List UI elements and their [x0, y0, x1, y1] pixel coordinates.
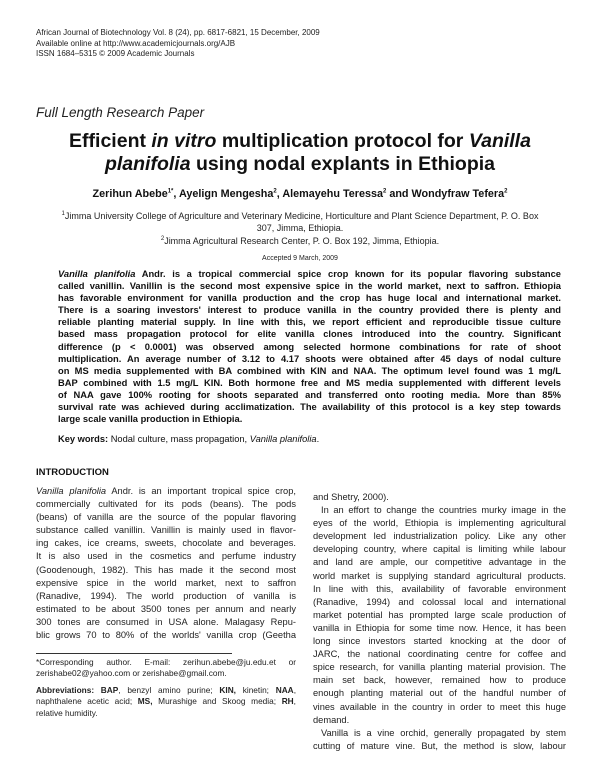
text-run: using nodal explants in Ethiopia	[190, 153, 496, 175]
affiliation-line: $^2$Jimma Agricultural Research Center, P. O. Box 192, Jimma, Ethiopia.	[160, 235, 440, 246]
text-line	[313, 648, 566, 661]
text-run: ,	[293, 685, 296, 695]
text-run: Andr. is a tropical commercial spice crop known for its popular flavoring substance	[135, 269, 561, 279]
text-run: Abbreviations: BAP	[36, 685, 119, 695]
text-line	[313, 701, 566, 714]
abbreviations-footnote	[36, 685, 296, 719]
text-line	[58, 377, 561, 389]
author-list: Zerihun Abebe$^{1*}$, Ayelign Mengesha$^2$, Alemayehu Teressa$^2$ and Wondyfraw Tefera$^2$	[92, 188, 508, 200]
text-run: estimated to be about 3500 tones per annum and nearly	[36, 603, 296, 614]
text-line	[313, 622, 566, 635]
text-run: main set back, however, remained how to produce	[313, 675, 566, 686]
text-run: planifolia	[104, 153, 191, 175]
text-run: Murashige and Skoog media;	[152, 696, 282, 707]
section-heading-introduction: INTRODUCTION	[36, 467, 109, 478]
text-line	[313, 517, 566, 530]
text-run: on MS media supplemented with BA combined with KIN and NAA. The optimum level found was 1 mg/L	[58, 365, 561, 376]
text-line	[313, 530, 566, 543]
text-run: Vanilla	[468, 130, 531, 152]
text-run: developing country, where capital is limiting while labour	[313, 544, 566, 555]
text-run: market potential has prompted large scale production of	[313, 609, 566, 620]
text-line	[36, 511, 296, 524]
text-run: (Goodenough, 1982). This has made it the second most	[36, 564, 296, 575]
paper-type: Full Length Research Paper	[36, 105, 205, 120]
text-line	[36, 537, 296, 550]
footnote-divider	[36, 653, 232, 654]
text-run: substance called vanillin. Vanillin is mainly used in flavor-	[36, 525, 296, 536]
text-line	[36, 629, 296, 642]
author-name: Ayelign Mengesha	[179, 188, 274, 200]
text-line	[58, 353, 561, 365]
text-run: eyes of the world, Ethiopia is implementing agricultural	[313, 518, 566, 529]
text-run: in vitro	[151, 130, 217, 152]
text-run: spice research, for vanilla planting material provision. The	[313, 662, 566, 673]
text-line	[36, 696, 296, 707]
text-run: (Ranadive, 1994). The world production of vanilla is	[36, 590, 296, 601]
text-run: ing cakes, ice creams, sweets, chocolate and beverages.	[36, 538, 296, 549]
author-affiliation-mark: 2	[382, 188, 387, 195]
text-run: cutting of mature vine. But, the method is slow, labour	[313, 740, 566, 751]
text-line	[58, 401, 561, 413]
text-run: JARC, the national coordinating centre for coffee and	[313, 649, 566, 660]
text-run: multiplication. An average number of 3.12 to 4.17 shoots were obtained after 45 days of nodal culture	[58, 353, 561, 364]
text-run: development led industrialization policy. Like any other	[313, 531, 566, 542]
journal-header	[36, 28, 320, 60]
text-run: In an effort to change the countries murky image in the	[321, 505, 566, 516]
keywords-italic: Vanilla planifolia	[249, 434, 317, 444]
text-line	[313, 543, 566, 556]
text-line	[36, 498, 296, 511]
title-line	[40, 153, 560, 176]
affiliation-line: $^1$Jimma University College of Agriculture and Veterinary Medicine, Horticulture and Plant Science Department, P. O. Box	[61, 211, 539, 221]
text-run: MS,	[137, 696, 153, 707]
accepted-date: Accepted 9 March, 2009	[262, 255, 338, 262]
abstract	[58, 268, 561, 425]
text-line	[313, 635, 566, 648]
text-line	[313, 609, 566, 622]
author-name: Zerihun Abebe	[92, 188, 168, 200]
text-line	[313, 661, 566, 674]
affiliations	[20, 210, 580, 247]
text-run: (beans) of vanilla are the source of the popular flavoring	[36, 512, 296, 523]
text-run: multiplication protocol for	[216, 130, 469, 152]
text-run: vines available in the country in order to meet this huge	[313, 701, 566, 712]
text-run: KIN,	[219, 685, 236, 695]
text-line	[36, 590, 296, 603]
text-line	[36, 708, 296, 719]
keywords-text: Nodal culture, mass propagation,	[108, 434, 250, 444]
text-line	[58, 292, 561, 304]
text-run: RH	[281, 696, 294, 707]
journal-citation: African Journal of Biotechnology Vol. 8 (24), pp. 6817-6821, 15 December, 2009	[36, 28, 320, 37]
text-run: long since investors started knocking at the door of	[313, 636, 566, 647]
author-affiliation-mark: 2	[504, 188, 508, 195]
text-line	[313, 674, 566, 687]
text-line	[58, 389, 561, 401]
text-line	[58, 413, 561, 425]
text-line	[313, 570, 566, 583]
text-run: of NAA gave 100% rooting for shoots separated and transferred onto rooting media. More than 85%	[58, 389, 561, 400]
text-run: Vanilla planifolia	[36, 486, 107, 496]
text-line	[36, 657, 296, 668]
journal-url-line[interactable]: Available online at http://www.academicjournals.org/AJB	[36, 38, 236, 48]
text-line	[313, 583, 566, 596]
text-line	[36, 577, 296, 590]
text-run: relative humidity.	[36, 707, 98, 718]
text-line	[36, 485, 296, 498]
keywords	[58, 434, 319, 444]
text-run: and land are ample, our competitive advantage in the	[313, 557, 566, 568]
text-line	[36, 603, 296, 616]
text-run: kinetin;	[236, 685, 276, 695]
text-line	[313, 596, 566, 609]
author-name: Alemayehu Teressa	[282, 188, 383, 200]
text-run: Andr. is an important tropical spice crop,	[106, 486, 296, 496]
text-run: vanilla in Ethiopia for some time now. Hence, it has been	[313, 622, 566, 633]
text-run: BAP combined with 1.5 mg/L KIN. Both hormone free and MS media supplemented with different levels	[58, 377, 561, 388]
keywords-label: Key words:	[58, 434, 109, 444]
affiliation-line: 307, Jimma, Ethiopia.	[256, 223, 344, 234]
keywords-end: .	[316, 434, 320, 444]
text-line	[313, 740, 566, 753]
text-run: and Shetry, 2000).	[313, 492, 389, 502]
text-line	[313, 491, 566, 504]
text-line	[58, 316, 561, 328]
author-affiliation-mark: 1*	[167, 188, 174, 195]
text-run: has favorable environment for vanilla production and the crop has huge local and international market.	[58, 293, 561, 304]
text-run: naphthalene acetic acid;	[36, 696, 138, 707]
text-run: *Corresponding author. E-mail: zerihun.abebe@ju.edu.et or	[36, 657, 296, 667]
right-column-body	[313, 491, 566, 753]
text-run: ,	[293, 696, 296, 707]
text-run: survival rate was achieved during acclimatization. The availability of this protocol is a key step towards	[58, 402, 561, 413]
text-run: , benzyl amino purine;	[118, 685, 220, 695]
text-run: demand.	[313, 714, 350, 725]
text-line	[36, 564, 296, 577]
text-line	[313, 687, 566, 700]
text-run: It is also used in the cosmetics and perfume industry	[36, 551, 296, 562]
text-run: In line with this, availability of favorable environment	[313, 583, 566, 594]
text-run: NAA	[275, 685, 294, 695]
text-run: reliable planting material supply. In line with this, we report efficient and reproducible tissue culture	[58, 317, 561, 328]
author-affiliation-mark: 2	[273, 188, 277, 195]
text-line	[36, 550, 296, 563]
text-line	[313, 727, 566, 740]
author-name: Wondyfraw Tefera	[411, 188, 505, 200]
text-run: world market is supplying standard agricultural products.	[313, 570, 566, 581]
text-line	[313, 714, 566, 727]
text-run: There is a soaring investors' interest to produce vanilla in the country provided there is plenty and	[58, 305, 561, 316]
text-run: (Ranadive, 1994) and colossal local and international	[313, 596, 566, 607]
text-line	[58, 341, 561, 353]
text-line	[36, 685, 296, 696]
issn-line: ISSN 1684–5315 © 2009 Academic Journals	[36, 49, 195, 58]
text-run: enough planting material out of the handful number of	[313, 688, 566, 699]
text-run: Efficient	[69, 130, 152, 152]
text-run: commercially cultivated for its pods (beans). The pods	[36, 499, 296, 510]
text-run: called vanillin. Vanillin is the second most expensive spice in the world market, next to saffron. Ethiopia	[58, 281, 561, 292]
text-run: large scale vanilla production in Ethiopia.	[58, 414, 243, 425]
text-run: difference (p < 0.0001) was observed among selected hormone combinations for rate of shoot	[58, 341, 561, 352]
text-line	[36, 668, 296, 679]
text-run: 300 tones are consumed in USA alone. Malagasy Repu-	[36, 616, 296, 627]
text-run: based mass propagation protocol for elite vanilla clones introduced into the country. Significant	[58, 329, 561, 340]
text-run: zerishabe02@yahoo.com or zerishabe@gmail.com.	[36, 668, 227, 679]
text-run: Vanilla planifolia	[58, 269, 136, 279]
text-run: Vanilla is a vine orchid, generally propagated by stem	[321, 727, 566, 738]
text-line	[36, 616, 296, 629]
text-line	[58, 268, 561, 280]
text-run: blic grows 70 to 80% of the worlds' vanilla crop (Geetha	[36, 630, 296, 641]
text-line	[58, 328, 561, 340]
text-run: expensive spice in the world market, next to saffron	[36, 577, 296, 588]
text-line	[58, 365, 561, 377]
corresponding-author-footnote	[36, 657, 296, 680]
text-line	[58, 280, 561, 292]
left-column-body	[36, 485, 296, 642]
title-line	[40, 130, 560, 153]
text-line	[58, 304, 561, 316]
text-line	[313, 556, 566, 569]
paper-title	[40, 130, 560, 176]
text-line	[36, 524, 296, 537]
text-line	[313, 504, 566, 517]
